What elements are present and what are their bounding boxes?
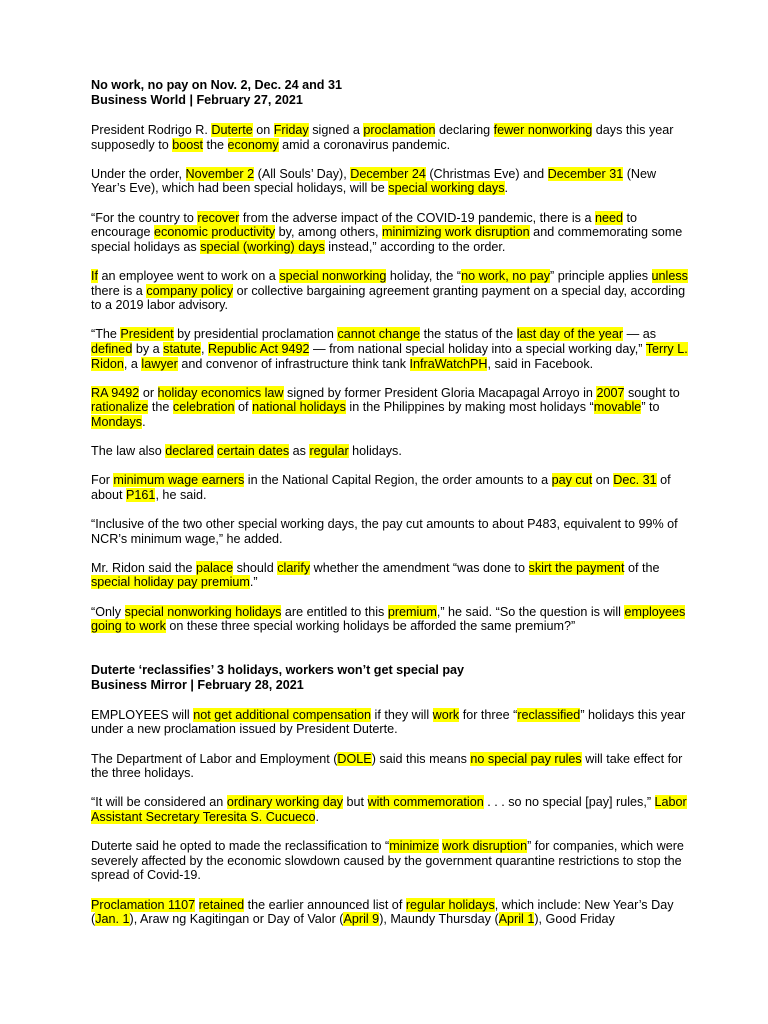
text-run: The Department of Labor and Employment ( (91, 751, 338, 766)
highlighted-text: not get additional compensation (193, 707, 372, 722)
text-run: and commemorating some special holidays as (91, 225, 683, 254)
text-run: ” to (641, 400, 660, 415)
highlighted-text: special holiday pay premium (91, 575, 250, 590)
text-run: . (315, 809, 319, 824)
article-body (91, 708, 688, 927)
text-run: sought to (624, 385, 680, 400)
highlighted-text: premium (387, 604, 437, 619)
highlighted-text: no work, no pay (461, 268, 551, 283)
article-1 (91, 78, 688, 634)
text-run: For (91, 473, 114, 488)
paragraph (91, 839, 688, 883)
text-run: ,” he said. “So the question is will (436, 604, 625, 619)
text-run: instead,” according to the order. (324, 239, 506, 254)
text-run: there is a (91, 283, 147, 298)
highlighted-text: RA 9492 (91, 385, 140, 400)
highlighted-text: retained (198, 897, 245, 912)
paragraph (91, 269, 688, 313)
text-run: ), Araw ng Kagitingan or Day of Valor ( (129, 912, 344, 927)
text-run: should (233, 560, 278, 575)
paragraph (91, 898, 688, 927)
text-run: of about (91, 473, 671, 502)
text-run: in the National Capital Region, the order amounts to a (244, 473, 552, 488)
highlighted-text: Proclamation 1107 (91, 897, 196, 912)
paragraph (91, 473, 688, 502)
text-run: The law also (91, 444, 166, 459)
highlighted-text: If (91, 268, 98, 283)
text-run: signed a (308, 123, 364, 137)
highlighted-text: declared (165, 444, 214, 459)
highlighted-text: special nonworking holidays (124, 604, 282, 619)
text-run: days this year supposedly to (91, 123, 674, 152)
highlighted-text: economic productivity (154, 225, 276, 240)
text-run: “For the country to (91, 210, 198, 225)
highlighted-text: Mondays (91, 414, 143, 429)
text-run: ), Good Friday (534, 912, 615, 927)
highlighted-text: DOLE (337, 751, 372, 766)
text-run: of (234, 400, 253, 415)
text-run: if they will (371, 707, 433, 722)
highlighted-text: InfraWatchPH (409, 356, 488, 371)
text-run: ” principle applies (550, 268, 652, 283)
highlighted-text: clarify (277, 560, 311, 575)
text-run: , a (123, 356, 142, 371)
highlighted-text: last day of the year (516, 327, 624, 342)
highlighted-text: boost (172, 137, 204, 152)
text-run: . . . so no special [pay] rules,” (483, 795, 655, 810)
highlighted-text: statute (163, 341, 201, 356)
text-run: ) said this means (371, 751, 471, 766)
text-run: (All Souls’ Day), (254, 166, 351, 181)
text-run: , which include: New Year’s Day ( (91, 897, 674, 927)
text-run: Duterte said he opted to made the reclassification to “ (91, 839, 390, 854)
highlighted-text: P161 (126, 487, 156, 502)
highlighted-text: movable (593, 400, 642, 415)
highlighted-text: ordinary working day (226, 795, 344, 810)
text-run: declaring (435, 123, 494, 137)
text-run: , he said. (155, 487, 207, 502)
text-run: in the Philippines by making most holidays “ (345, 400, 594, 415)
paragraph (91, 752, 688, 781)
paragraph (91, 123, 688, 152)
text-run: ” holidays this year under a new proclamation issued by President Duterte. (91, 707, 686, 737)
article-title: Duterte ‘reclassifies’ 3 holidays, workers won’t get special pay (91, 662, 465, 677)
text-run: an employee went to work on a (98, 268, 280, 283)
highlighted-text: work (432, 707, 460, 722)
text-run: on (592, 473, 614, 488)
text-run: “Inclusive of the two other special working days, the pay cut amounts to about P483, equivalent to 99% of NCR’s minimum wage,” he added. (91, 517, 678, 546)
text-run: on these three special working holidays be afforded the same premium?” (165, 619, 576, 634)
highlighted-text: April 1 (498, 912, 535, 927)
text-run: the earlier announced list of (244, 897, 406, 912)
highlighted-text: cannot change (337, 327, 421, 342)
text-run: . (142, 414, 146, 429)
text-run: signed by former President Gloria Macapagal Arroyo in (283, 385, 597, 400)
highlighted-text: pay cut (551, 473, 593, 488)
text-run: “The (91, 327, 121, 342)
text-run: as (289, 444, 310, 459)
highlighted-text: need (594, 210, 624, 225)
highlighted-text: President (120, 327, 174, 342)
paragraph (91, 327, 688, 371)
paragraph (91, 517, 688, 546)
text-run: Under the order, (91, 166, 186, 181)
text-run: but (343, 795, 368, 810)
text-run: Mr. Ridon said the (91, 560, 196, 575)
highlighted-text: Duterte (211, 123, 253, 137)
text-run: are entitled to this (281, 604, 388, 619)
highlighted-text: Terry L. Ridon (91, 341, 688, 371)
text-run: to encourage (91, 210, 638, 240)
text-run: — from national special holiday into a special working day,” (309, 341, 646, 356)
highlighted-text: special working days (388, 181, 505, 196)
highlighted-text: April 9 (343, 912, 380, 927)
highlighted-text: November 2 (185, 166, 255, 181)
text-run: by, among others, (275, 225, 382, 240)
text-run: , (200, 341, 208, 356)
highlighted-text: palace (196, 560, 234, 575)
highlighted-text: regular holidays (405, 897, 495, 912)
highlighted-text: proclamation (363, 123, 436, 137)
text-run: ” for companies, which were severely affected by the economic slowdown caused by the government quarantine restrictions to stop the spread of Covid-19. (91, 839, 684, 883)
text-run: the status of the (420, 327, 517, 342)
highlighted-text: employees going to work (91, 604, 686, 634)
highlighted-text: 2007 (596, 385, 625, 400)
text-run: — as (623, 327, 657, 342)
highlighted-text: minimum wage earners (113, 473, 245, 488)
highlighted-text: unless (651, 268, 688, 283)
highlighted-text: defined (91, 341, 133, 356)
highlighted-text: fewer nonworking (493, 123, 593, 137)
paragraph (91, 444, 688, 459)
paragraph (91, 561, 688, 590)
text-run: from the adverse impact of the COVID-19 pandemic, there is a (239, 210, 595, 225)
paragraph (91, 605, 688, 634)
text-run: ), Maundy Thursday ( (379, 912, 499, 927)
highlighted-text: Republic Act 9492 (207, 341, 310, 356)
article-2 (91, 663, 688, 927)
highlighted-text: economy (227, 137, 279, 152)
text-run: will take effect for the three holidays. (91, 751, 683, 781)
highlighted-text: reclassified (517, 707, 581, 722)
highlighted-text: holiday economics law (157, 385, 284, 400)
highlighted-text: December 24 (350, 166, 426, 181)
highlighted-text: company policy (146, 283, 234, 298)
text-run: “It will be considered an (91, 795, 227, 810)
text-run: holiday, the “ (386, 268, 462, 283)
text-run: (Christmas Eve) and (425, 166, 548, 181)
highlighted-text: minimizing work disruption (382, 225, 530, 240)
paragraph (91, 708, 688, 737)
highlighted-text: Friday (273, 123, 309, 137)
highlighted-text: minimize (389, 839, 439, 854)
text-run: EMPLOYEES will (91, 707, 194, 722)
article-title: No work, no pay on Nov. 2, Dec. 24 and 31 (91, 78, 343, 92)
text-run: .” (249, 575, 258, 590)
article-source: Business Mirror | February 28, 2021 (91, 677, 304, 692)
highlighted-text: national holidays (252, 400, 346, 415)
text-run: of the (624, 560, 660, 575)
highlighted-text: recover (197, 210, 240, 225)
text-run: , said in Facebook. (487, 356, 594, 371)
text-run: or (139, 385, 158, 400)
paragraph (91, 211, 688, 255)
paragraph (91, 795, 688, 824)
text-run: for three “ (459, 707, 518, 722)
article-body (91, 123, 688, 634)
highlighted-text: skirt the payment (528, 560, 625, 575)
paragraph (91, 167, 688, 196)
text-run: or collective bargaining agreement granting payment on a special day, according to a 2019 labor advisory. (91, 283, 686, 313)
text-run: President Rodrigo R. (91, 123, 212, 137)
text-run: by a (132, 341, 164, 356)
highlighted-text: December 31 (547, 166, 624, 181)
highlighted-text: with commemoration (367, 795, 484, 810)
highlighted-text: regular (309, 444, 349, 459)
highlighted-text: special (working) days (200, 239, 325, 254)
highlighted-text: celebration (172, 400, 235, 415)
text-run: (New Year’s Eve), which had been special holidays, will be (91, 166, 657, 196)
highlighted-text: certain dates (217, 444, 290, 459)
highlighted-text: Dec. 31 (613, 473, 657, 488)
text-run: the (203, 137, 228, 152)
text-run: the (148, 400, 173, 415)
text-run: and convenor of infrastructure think tank (177, 356, 410, 371)
paragraph (91, 386, 688, 430)
highlighted-text: work disruption (442, 839, 528, 854)
text-run: by presidential proclamation (173, 327, 338, 342)
article-source: Business World | February 27, 2021 (91, 93, 303, 107)
text-run: holidays. (348, 444, 402, 459)
highlighted-text: rationalize (91, 400, 149, 415)
text-run: amid a coronavirus pandemic. (278, 137, 451, 152)
text-run: “Only (91, 604, 125, 619)
highlighted-text: Jan. 1 (95, 912, 130, 927)
highlighted-text: lawyer (141, 356, 178, 371)
text-run: . (504, 181, 508, 196)
text-run: whether the amendment “was done to (310, 560, 529, 575)
highlighted-text: Labor Assistant Secretary Teresita S. Cucueco (91, 795, 687, 824)
highlighted-text: no special pay rules (470, 751, 582, 766)
text-run: on (252, 123, 274, 137)
highlighted-text: special nonworking (279, 268, 387, 283)
